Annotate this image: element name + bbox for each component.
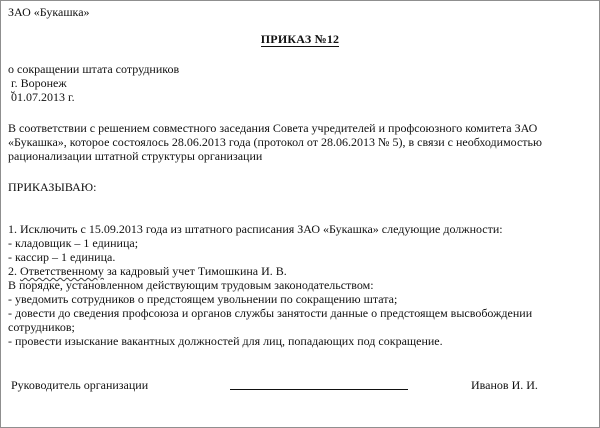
city-prefix: г bbox=[11, 76, 15, 90]
company-name: ЗАО «Букашка» bbox=[8, 5, 90, 19]
signature-line bbox=[230, 389, 408, 390]
item-2-rest: за кадровый учет Тимошкина И. В. bbox=[103, 264, 287, 278]
item-2-prefix: 2. bbox=[8, 264, 20, 278]
item-2-line-4: сотрудников; bbox=[8, 320, 75, 334]
position-storekeeper: - кладовщик – 1 единица; bbox=[8, 236, 139, 250]
item-2-line-2: - уведомить сотрудников о предстоящем увольнении по сокращению штата; bbox=[8, 292, 398, 306]
city-line bbox=[11, 76, 67, 90]
preamble-line-1: В соответствии с решением совместного заседания Совета учредителей и профсоюзного комитета ЗАО bbox=[8, 121, 538, 135]
order-word: ПРИКАЗЫВАЮ: bbox=[8, 180, 97, 194]
item-1: 1. Исключить с 15.09.2013 года из штатного расписания ЗАО «Букашка» следующие должности: bbox=[8, 222, 503, 236]
preamble-line-2: «Букашка», которое состоялось 28.06.2013 года (протокол от 28.06.2013 № 5), в связи с необходимостью bbox=[8, 135, 542, 149]
position-cashier: - кассир – 1 единица. bbox=[8, 250, 116, 264]
document-title-text: ПРИКАЗ №12 bbox=[260, 32, 340, 46]
document-subject: о сокращении штата сотрудников bbox=[8, 62, 180, 76]
signature-name: Иванов И. И. bbox=[471, 378, 538, 392]
item-2-responsible: Ответственному bbox=[20, 264, 104, 278]
document-date: 01.07.2013 г. bbox=[11, 90, 75, 104]
item-2-line-5: - провести изыскание вакантных должностей для лиц, попадающих под сокращение. bbox=[8, 334, 443, 348]
item-2-line-3: - довести до сведения профсоюза и органов службы занятости данные о предстоящем высвобождении bbox=[8, 306, 533, 320]
city-name: . Воронеж bbox=[14, 76, 67, 90]
signature-role: Руководитель организации bbox=[11, 378, 149, 392]
document-title bbox=[1, 32, 599, 46]
item-2-line-1: В порядке, установленном действующим трудовым законодательством: bbox=[8, 278, 374, 292]
preamble-line-3: рационализации штатной структуры организации bbox=[8, 149, 263, 163]
item-2 bbox=[8, 264, 287, 278]
